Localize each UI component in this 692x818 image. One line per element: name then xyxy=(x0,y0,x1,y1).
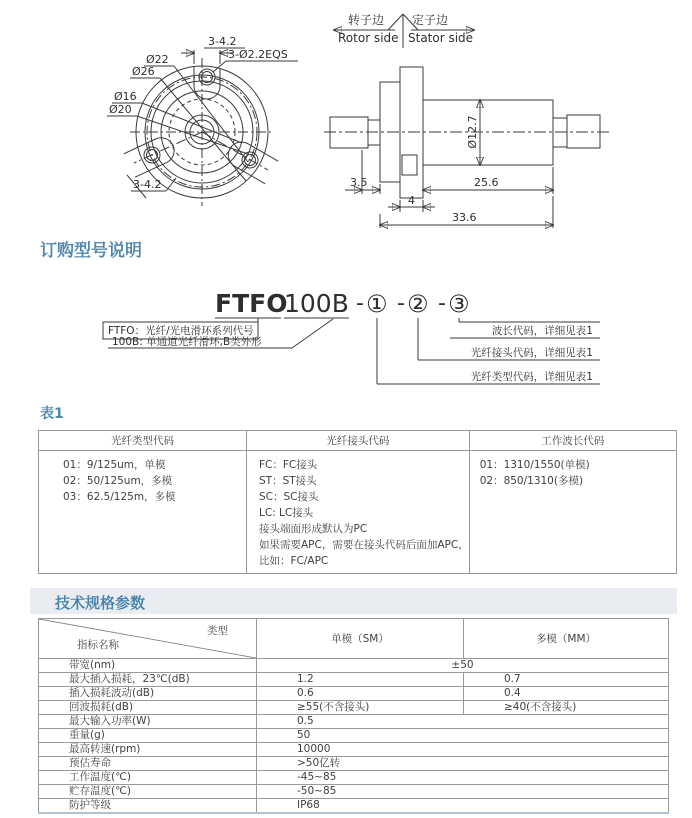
spec-row-value-mm: ≥40(不含接头) xyxy=(464,701,669,715)
dim-4-label: 4 xyxy=(408,194,415,207)
spec-table xyxy=(38,618,669,814)
table1-line-item: 03：62.5/125m，多模 xyxy=(63,491,176,503)
note-wavelength: 波长代码，详细见表1 xyxy=(491,325,593,337)
note-100b: 100B: 单通道光纤滑环,B类外形 xyxy=(112,336,262,348)
spec-row xyxy=(39,799,669,814)
rotor-side-label-cn: 转子边 xyxy=(348,13,385,27)
stator-side-label-cn: 定子边 xyxy=(412,13,449,27)
dim-33-6-label: 33.6 xyxy=(452,211,477,224)
spec-row xyxy=(39,743,669,757)
spec-row-value: ±50 xyxy=(257,659,669,673)
table1-line-item: 接头端面形成默认为PC xyxy=(259,523,368,535)
table1-line-item: 01：1310/1550(单模) xyxy=(479,459,590,471)
spec-row-value: 50 xyxy=(257,729,669,743)
table1-connector-cell xyxy=(247,451,470,574)
spec-header-row xyxy=(39,619,669,659)
model-dash-2: - xyxy=(397,291,405,316)
spec-row-value: IP68 xyxy=(257,799,669,814)
spec-row-value-mm: 0.7 xyxy=(464,673,669,687)
spec-row xyxy=(39,659,669,673)
table1-header-row xyxy=(39,431,677,451)
note-fibertype: 光纤类型代码，详细见表1 xyxy=(470,371,593,383)
table1-fiber-type-cell xyxy=(39,451,247,574)
table1-line-item: ST：ST接头 xyxy=(259,475,317,487)
dim-slot-bottom-label: 3-4.2 xyxy=(133,178,162,191)
spec-row-label: 最高转速(rpm) xyxy=(39,743,257,757)
table1-body-row xyxy=(39,451,677,574)
spec-row-value-sm: 0.6 xyxy=(257,687,464,701)
table1-header-connector: 光纤接头代码 xyxy=(247,431,470,451)
side-view-drawing xyxy=(324,12,612,228)
model-circle-2: ② xyxy=(407,290,429,318)
table1 xyxy=(38,430,677,574)
dim-slot-top-label: 3-4.2 xyxy=(208,35,237,48)
corner-metric-label: 指标名称 xyxy=(77,639,119,651)
spec-row-value-mm: 0.4 xyxy=(464,687,669,701)
spec-row-label: 工作温度(℃) xyxy=(39,771,257,785)
spec-row-label: 预估寿命 xyxy=(39,757,257,771)
note-ftfo: FTFO：光纤/光电滑环系列代号 xyxy=(108,325,254,337)
table1-header-wavelength: 工作波长代码 xyxy=(469,431,676,451)
spec-row xyxy=(39,701,669,715)
technical-drawings xyxy=(0,0,692,240)
spec-row xyxy=(39,771,669,785)
spec-corner-cell xyxy=(39,619,257,659)
table1-header-fiber-type: 光纤类型代码 xyxy=(39,431,247,451)
spec-row-value: 0.5 xyxy=(257,715,669,729)
dim-d16-label: Ø16 xyxy=(114,90,137,103)
spec-row xyxy=(39,729,669,743)
front-view-drawing xyxy=(107,35,298,206)
dim-3-5-label: 3.5 xyxy=(350,176,368,189)
spec-row-label: 最大输入功率(W) xyxy=(39,715,257,729)
table1-line-item: 02：850/1310(多模) xyxy=(479,475,584,487)
model-dash-1: - xyxy=(356,291,364,316)
corner-type-label: 类型 xyxy=(207,625,228,637)
table1-line-item: FC：FC接头 xyxy=(259,459,318,471)
dim-phi12-7-label: Ø12.7 xyxy=(466,115,479,149)
spec-row-label: 贮存温度(℃) xyxy=(39,785,257,799)
spec-row-label: 带宽(nm) xyxy=(39,659,257,673)
specs-section-title: 技术规格参数 xyxy=(55,594,146,612)
spec-row-label: 插入损耗波动(dB) xyxy=(39,687,257,701)
spec-row xyxy=(39,785,669,799)
rotor-side-label-en: Rotor side xyxy=(338,31,399,45)
spec-row-label: 防护等级 xyxy=(39,799,257,814)
table1-wavelength-cell xyxy=(469,451,676,574)
table1-line-item: 如果需要APC，需要在接头代码后面加APC， xyxy=(259,539,469,551)
spec-row xyxy=(39,715,669,729)
spec-row-value: -45~85 xyxy=(257,771,669,785)
spec-row-label: 回波损耗(dB) xyxy=(39,701,257,715)
dim-holes-label: 3-Ø2.2EQS xyxy=(228,48,288,61)
spec-row xyxy=(39,687,669,701)
table1-title: 表1 xyxy=(40,406,64,422)
spec-row-value: >50亿转 xyxy=(257,757,669,771)
dim-25-6-label: 25.6 xyxy=(474,176,499,189)
table1-line-item: SC：SC接头 xyxy=(259,491,319,503)
model-body: 100B xyxy=(284,289,349,318)
spec-row xyxy=(39,757,669,771)
ordering-code-diagram xyxy=(0,262,692,402)
spec-row xyxy=(39,673,669,687)
dim-d22-label: Ø22 xyxy=(146,53,169,66)
model-dash-3: - xyxy=(438,291,446,316)
table1-line-item: 01：9/125um，单模 xyxy=(63,459,166,471)
spec-col-header-sm: 单模（SM） xyxy=(257,619,464,659)
spec-col-header-mm: 多模（MM） xyxy=(464,619,669,659)
table1-line-item: 02：50/125um，多模 xyxy=(63,475,173,487)
spec-row-label: 最大插入损耗，23℃(dB) xyxy=(39,673,257,687)
spec-row-label: 重量(g) xyxy=(39,729,257,743)
table1-line-item: LC: LC接头 xyxy=(259,507,314,519)
spec-row-value-sm: ≥55(不含接头) xyxy=(257,701,464,715)
table1-line-item: 比如：FC/APC xyxy=(259,555,329,567)
spec-row-value: 10000 xyxy=(257,743,669,757)
model-prefix: FTFO xyxy=(215,289,288,318)
spec-row-value-sm: 1.2 xyxy=(257,673,464,687)
ordering-section-title: 订购型号说明 xyxy=(40,241,142,261)
model-circle-1: ① xyxy=(366,290,388,318)
dim-d26-label: Ø26 xyxy=(132,65,155,78)
model-circle-3: ③ xyxy=(448,290,470,318)
spec-row-value: -50~85 xyxy=(257,785,669,799)
dim-d20-label: Ø20 xyxy=(109,103,132,116)
note-connector: 光纤接头代码，详细见表1 xyxy=(470,347,593,359)
stator-side-label-en: Stator side xyxy=(408,31,474,45)
